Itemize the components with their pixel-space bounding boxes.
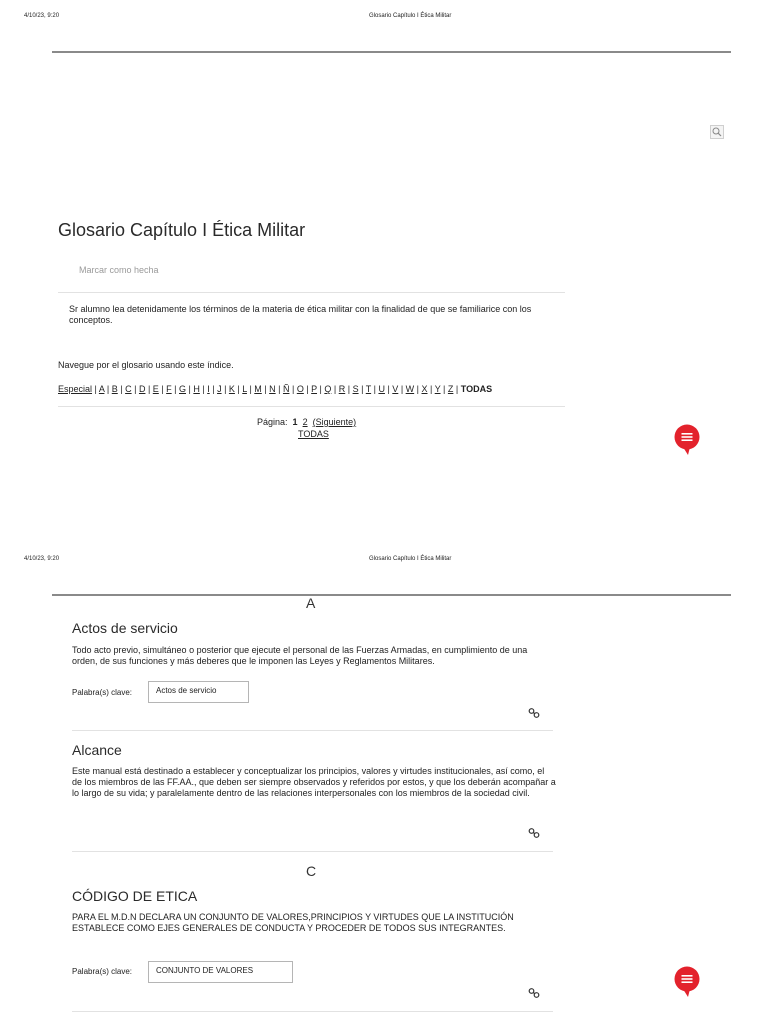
pagination <box>257 417 356 427</box>
print-date: 4/10/23, 9:20 <box>24 13 60 19</box>
index-link-letter[interactable]: N <box>269 384 276 394</box>
index-separator: | <box>131 384 139 394</box>
index-separator: | <box>317 384 325 394</box>
pagination-label: Página: <box>257 417 288 427</box>
index-link-letter[interactable]: P <box>311 384 318 394</box>
index-link-letter[interactable]: K <box>228 384 235 394</box>
index-link-letter[interactable]: R <box>338 384 346 394</box>
index-link-letter[interactable]: S <box>352 384 359 394</box>
chat-icon <box>674 424 700 456</box>
index-all-current: TODAS <box>460 384 493 394</box>
index-separator: | <box>303 384 312 394</box>
glossary-term: Actos de servicio <box>72 620 178 636</box>
index-link-letter[interactable]: G <box>179 384 187 394</box>
permalink-button[interactable] <box>528 826 540 838</box>
index-separator: | <box>234 384 243 394</box>
index-link-letter[interactable]: W <box>405 384 415 394</box>
index-link-special[interactable]: Especial <box>58 384 93 394</box>
link-icon <box>528 827 540 839</box>
divider <box>58 406 565 407</box>
alphabet-index <box>58 384 492 394</box>
print-title: Glosario Capítulo I Ética Militar <box>369 556 452 562</box>
glossary-definition: PARA EL M.D.N DECLARA UN CONJUNTO DE VALORES,PRINCIPIOS Y VIRTUDES QUE LA INSTITUCIÓN ESTABLECE COMO EJES GENERALES DE CONDUCTA Y PROCEDER DE TODOS SUS INTEGRANTES. <box>72 912 514 933</box>
glossary-term: CÓDIGO DE ETICA <box>72 888 198 904</box>
index-separator: | <box>275 384 283 394</box>
permalink-button[interactable] <box>528 706 540 718</box>
index-link-letter[interactable]: A <box>98 384 105 394</box>
keyword-value: CONJUNTO DE VALORES <box>148 961 293 983</box>
index-link-letter[interactable]: C <box>125 384 132 394</box>
index-link-letter[interactable]: V <box>392 384 399 394</box>
index-link-letter[interactable]: T <box>365 384 372 394</box>
entry-divider <box>72 730 553 731</box>
link-icon <box>528 707 540 719</box>
pagination-next[interactable]: (Siguiente) <box>312 417 357 427</box>
glossary-definition: Este manual está destinado a establecer y conceptualizar los principios, valores y virtudes institucionales, así como, el de los miembros de las FF.AA., que deben ser siempre observados y referidos por estos, y que los deberán acompañar a lo largo de su vida; y paralelamente dentro de las relaciones interpersonales con los miembros de la sociedad civil. <box>72 766 556 798</box>
index-separator: | <box>221 384 229 394</box>
header-rule <box>52 594 731 596</box>
index-separator: | <box>398 384 406 394</box>
keyword-label: Palabra(s) clave: <box>72 967 133 976</box>
index-separator: | <box>199 384 208 394</box>
index-separator: | <box>289 384 297 394</box>
browse-hint: Navegue por el glosario usando este índice. <box>58 360 234 370</box>
keyword-label: Palabra(s) clave: <box>72 688 133 697</box>
index-link-letter[interactable]: U <box>378 384 385 394</box>
search-icon <box>711 126 723 138</box>
index-separator: | <box>371 384 379 394</box>
entry-divider <box>72 851 553 852</box>
chat-icon <box>674 966 700 998</box>
index-separator: | <box>158 384 167 394</box>
pagination-page-2[interactable]: 2 <box>302 417 308 427</box>
index-link-letter[interactable]: M <box>254 384 262 394</box>
pagination-current: 1 <box>292 417 298 427</box>
index-separator: | <box>104 384 112 394</box>
index-link-letter[interactable]: Y <box>434 384 441 394</box>
index-separator: | <box>186 384 194 394</box>
print-date: 4/10/23, 9:20 <box>24 556 60 562</box>
permalink-button[interactable] <box>528 986 540 998</box>
link-icon <box>528 987 540 999</box>
index-link-letter[interactable]: Q <box>324 384 332 394</box>
index-link-letter[interactable]: I <box>207 384 210 394</box>
index-separator: | <box>261 384 270 394</box>
index-separator: | <box>414 384 422 394</box>
index-separator: | <box>331 384 339 394</box>
page-title: Glosario Capítulo I Ética Militar <box>58 220 306 240</box>
header-rule <box>52 51 731 53</box>
index-separator: | <box>384 384 393 394</box>
glossary-definition: Todo acto previo, simultáneo o posterior que ejecute el personal de las Fuerzas Armadas, en cumplimiento de una orden, de sus funciones y más deberes que le imponen las Leyes y Reglamentos Militares. <box>72 645 528 666</box>
index-separator: | <box>171 384 179 394</box>
index-separator: | <box>145 384 153 394</box>
index-link-letter[interactable]: X <box>421 384 428 394</box>
index-separator: | <box>345 384 353 394</box>
index-link-letter[interactable]: L <box>242 384 247 394</box>
glossary-intro: Sr alumno lea detenidamente los términos de la materia de ética militar con la finalidad de que se familiarice con los conceptos. <box>69 304 532 325</box>
keyword-value: Actos de servicio <box>148 681 249 703</box>
index-separator: | <box>117 384 126 394</box>
index-link-letter[interactable]: D <box>138 384 146 394</box>
index-link-letter[interactable]: J <box>217 384 222 394</box>
index-link-letter[interactable]: O <box>296 384 304 394</box>
index-separator: | <box>440 384 448 394</box>
pagination-all-link[interactable]: TODAS <box>298 429 329 439</box>
index-separator: | <box>246 384 255 394</box>
index-link-letter[interactable]: Z <box>447 384 454 394</box>
index-separator: | <box>358 384 366 394</box>
index-link-letter[interactable]: B <box>111 384 118 394</box>
glossary-term: Alcance <box>72 742 122 758</box>
entry-divider <box>72 1011 553 1012</box>
chat-button[interactable] <box>674 424 700 456</box>
section-letter: C <box>306 863 317 879</box>
search-button[interactable] <box>710 125 724 139</box>
pagination-all <box>298 429 329 439</box>
index-link-letter[interactable]: Ñ <box>282 384 290 394</box>
index-link-letter[interactable]: E <box>152 384 159 394</box>
divider <box>58 292 565 293</box>
index-separator: | <box>427 384 435 394</box>
index-separator: | <box>453 384 461 394</box>
index-separator: | <box>209 384 218 394</box>
index-link-letter[interactable]: F <box>166 384 172 394</box>
section-letter: A <box>306 595 316 611</box>
chat-button[interactable] <box>674 966 700 998</box>
print-title: Glosario Capítulo I Ética Militar <box>369 13 452 19</box>
index-separator: | <box>94 384 99 394</box>
index-link-letter[interactable]: H <box>193 384 200 394</box>
mark-as-done-button[interactable]: Marcar como hecha <box>79 265 159 275</box>
